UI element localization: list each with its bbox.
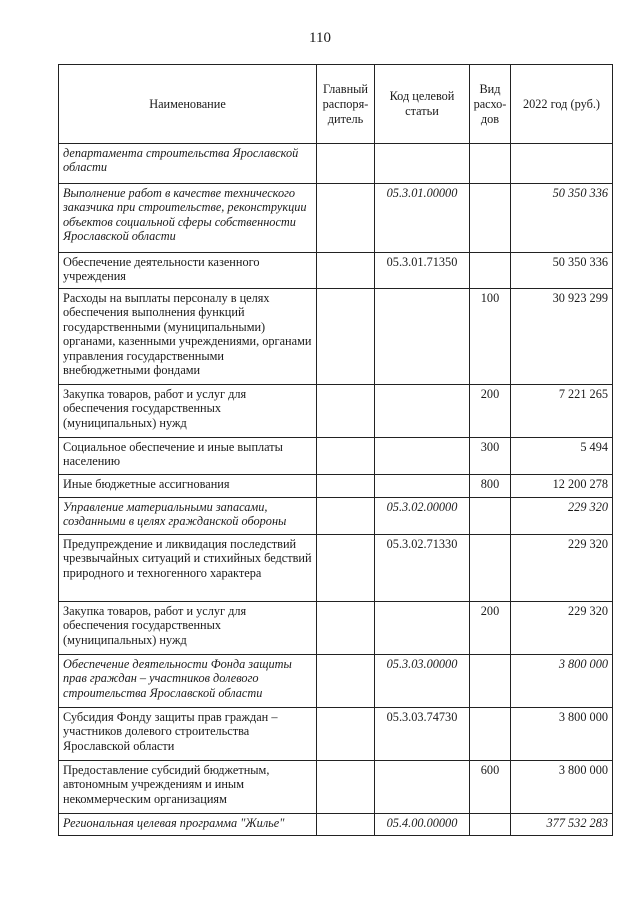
row-amount: 377 532 283 <box>511 814 613 836</box>
table-row <box>59 475 613 498</box>
row-type <box>470 253 511 289</box>
row-code <box>375 438 470 475</box>
row-amount: 5 494 <box>511 438 613 475</box>
row-name: Закупка товаров, работ и услуг для обеспечения государственных (муниципальных) нужд <box>59 602 317 655</box>
row-type: 300 <box>470 438 511 475</box>
row-name: Социальное обеспечение и иные выплаты населению <box>59 438 317 475</box>
row-name: Выполнение работ в качестве технического заказчика при строительстве, реконструкции объектов социальной сферы собственности Ярославской области <box>59 184 317 253</box>
row-admin <box>317 385 375 438</box>
row-type: 600 <box>470 761 511 814</box>
row-name: Закупка товаров, работ и услуг для обеспечения государственных (муниципальных) нужд <box>59 385 317 438</box>
row-amount: 3 800 000 <box>511 655 613 708</box>
row-code: 05.3.01.71350 <box>375 253 470 289</box>
row-admin <box>317 761 375 814</box>
row-amount: 50 350 336 <box>511 253 613 289</box>
row-amount: 3 800 000 <box>511 708 613 761</box>
row-admin <box>317 475 375 498</box>
table-row <box>59 184 613 253</box>
row-amount: 30 923 299 <box>511 289 613 385</box>
row-name: Управление материальными запасами, созданными в целях гражданской обороны <box>59 498 317 535</box>
row-name: Предоставление субсидий бюджетным, автономным учреждениям и иным некоммерческим организациям <box>59 761 317 814</box>
table-row <box>59 385 613 438</box>
header-admin: Главный распоря- дитель <box>317 65 375 144</box>
row-type <box>470 708 511 761</box>
table-row <box>59 144 613 184</box>
row-code <box>375 289 470 385</box>
row-type: 200 <box>470 602 511 655</box>
row-admin <box>317 814 375 836</box>
row-code <box>375 385 470 438</box>
row-amount: 229 320 <box>511 535 613 602</box>
header-type: Вид расхо- дов <box>470 65 511 144</box>
row-code <box>375 602 470 655</box>
row-code <box>375 144 470 184</box>
header-amount: 2022 год (руб.) <box>511 65 613 144</box>
row-admin <box>317 498 375 535</box>
row-name: департамента строительства Ярославской области <box>59 144 317 184</box>
table-row <box>59 655 613 708</box>
table-row <box>59 761 613 814</box>
row-type: 800 <box>470 475 511 498</box>
row-type <box>470 535 511 602</box>
row-amount: 7 221 265 <box>511 385 613 438</box>
row-name: Расходы на выплаты персоналу в целях обеспечения выполнения функций государственными (муниципальными) органами, казенными учреждениями, органами управления государственными внебюджетными фондами <box>59 289 317 385</box>
row-name: Предупреждение и ликвидация последствий чрезвычайных ситуаций и стихийных бедствий природного и техногенного характера <box>59 535 317 602</box>
row-amount: 3 800 000 <box>511 761 613 814</box>
table-row <box>59 289 613 385</box>
row-type <box>470 814 511 836</box>
table-row <box>59 498 613 535</box>
row-admin <box>317 535 375 602</box>
row-amount: 229 320 <box>511 602 613 655</box>
row-amount: 229 320 <box>511 498 613 535</box>
row-type <box>470 655 511 708</box>
row-name: Обеспечение деятельности казенного учреждения <box>59 253 317 289</box>
row-type: 100 <box>470 289 511 385</box>
row-name: Региональная целевая программа "Жилье" <box>59 814 317 836</box>
row-admin <box>317 655 375 708</box>
row-code: 05.3.01.00000 <box>375 184 470 253</box>
row-code: 05.3.03.00000 <box>375 655 470 708</box>
row-name: Субсидия Фонду защиты прав граждан – участников долевого строительства Ярославской области <box>59 708 317 761</box>
table-row <box>59 253 613 289</box>
row-admin <box>317 438 375 475</box>
header-name: Наименование <box>59 65 317 144</box>
row-admin <box>317 289 375 385</box>
row-code: 05.4.00.00000 <box>375 814 470 836</box>
row-code: 05.3.02.00000 <box>375 498 470 535</box>
row-code: 05.3.02.71330 <box>375 535 470 602</box>
row-amount <box>511 144 613 184</box>
table-row <box>59 602 613 655</box>
row-name: Иные бюджетные ассигнования <box>59 475 317 498</box>
row-type: 200 <box>470 385 511 438</box>
row-name: Обеспечение деятельности Фонда защиты прав граждан – участников долевого строительства Ярославской области <box>59 655 317 708</box>
row-code: 05.3.03.74730 <box>375 708 470 761</box>
row-admin <box>317 184 375 253</box>
table-row <box>59 535 613 602</box>
page-number: 110 <box>309 30 331 46</box>
table-row <box>59 814 613 836</box>
row-amount: 12 200 278 <box>511 475 613 498</box>
row-type <box>470 498 511 535</box>
header-code: Код целевой статьи <box>375 65 470 144</box>
row-type <box>470 144 511 184</box>
row-code <box>375 761 470 814</box>
table-header-row <box>59 65 613 144</box>
table-row <box>59 708 613 761</box>
budget-table <box>58 64 613 836</box>
row-admin <box>317 253 375 289</box>
row-admin <box>317 602 375 655</box>
row-type <box>470 184 511 253</box>
table-row <box>59 438 613 475</box>
row-admin <box>317 708 375 761</box>
row-admin <box>317 144 375 184</box>
row-code <box>375 475 470 498</box>
row-amount: 50 350 336 <box>511 184 613 253</box>
